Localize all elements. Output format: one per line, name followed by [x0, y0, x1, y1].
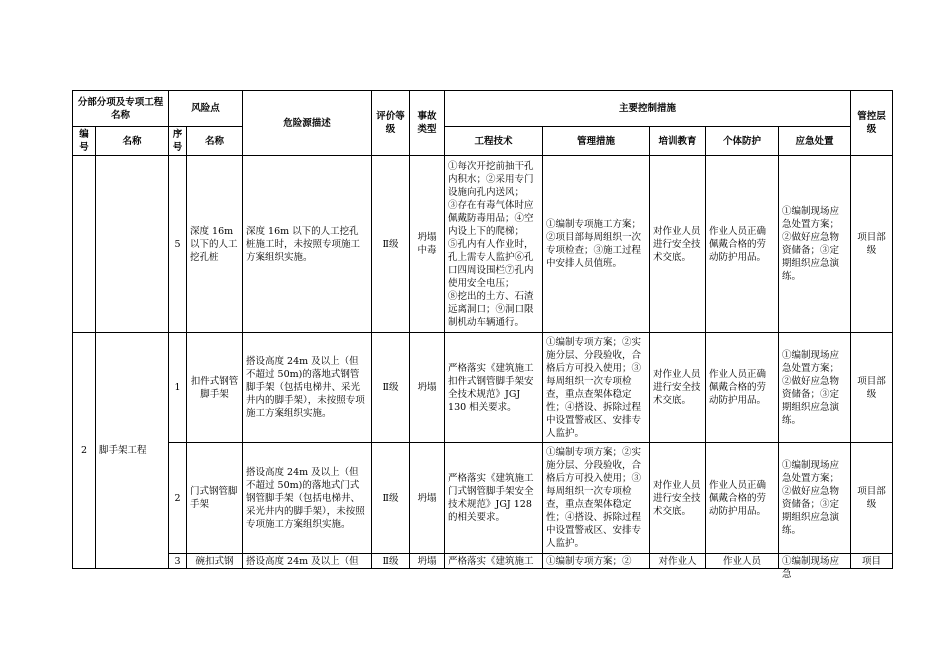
- cell-type: [410, 554, 445, 569]
- cell-control: 项目部级: [851, 333, 893, 443]
- emergency-text: ①编制现场应急处置方案；②做好应急物资储备；③定期组织应急演练。: [782, 206, 840, 282]
- hazard-text: 深度 16m 以下的人工挖孔桩施工时，未按照专项施工方案组织实施。: [246, 225, 361, 263]
- cell-ppe: [706, 156, 779, 333]
- cell-hazard: [243, 156, 372, 333]
- cell-risk-name: [187, 554, 243, 569]
- header-no: 编号: [73, 127, 96, 156]
- cell-risk-name: [187, 443, 243, 554]
- risk-name-text: 碗扣式钢: [195, 556, 234, 567]
- header-accident-type: 事故类型: [410, 91, 445, 156]
- header-risk-group: 风险点: [169, 91, 243, 127]
- training-text: 对作业人: [658, 556, 697, 567]
- cell-seq: 1: [169, 333, 187, 443]
- header-row-2: [73, 127, 893, 156]
- training-text: 对作业人员进行安全技术交底。: [653, 225, 701, 263]
- cell-type: 坍塌: [410, 443, 445, 554]
- eng-line: ③存在有毒气体时应佩戴防毒用品；④空内设上下的爬梯；: [448, 199, 534, 237]
- cell-name-empty: [96, 156, 169, 333]
- emergency-text: ①编制现场应急处置方案；②做好应急物资储备；③定期组织应急演练。: [782, 460, 840, 536]
- eng-line: ⑤孔内有人作业时，孔上需专人监护⑥孔口四周设围栏⑦孔内使用安全电压；: [448, 238, 534, 289]
- cell-ppe: [706, 333, 779, 443]
- cell-control: 项目部级: [851, 443, 893, 554]
- cell-type: 坍塌: [410, 333, 445, 443]
- table-row: [73, 554, 893, 569]
- header-risk-name: 名称: [187, 127, 243, 156]
- emergency-text: ①编制现场应急: [782, 556, 840, 580]
- cell-control: [851, 554, 893, 569]
- table-row: [73, 443, 893, 554]
- cell-mgmt: [543, 333, 650, 443]
- hazard-text: 搭设高度 24m 及以上（但不超过 50m)的落地式钢管脚手架（包括电梯井、采光井内的脚手架），未按照专项施工方案组织实施。: [246, 356, 365, 419]
- header-mgmt: 管理措施: [543, 127, 650, 156]
- cell-level: Ⅱ级: [372, 333, 410, 443]
- risk-control-table: [72, 90, 893, 580]
- cell-training: [650, 554, 706, 569]
- cell-eng-tech: [445, 554, 543, 569]
- mgmt-text: ①编制专项施工方案；②项目部每周组织一次专项检查；③施工过程中安排人员值班。: [546, 219, 642, 269]
- header-training: 培训教育: [650, 127, 706, 156]
- cell-hazard: [243, 443, 372, 554]
- header-name: 名称: [96, 127, 169, 156]
- cell-mgmt: [543, 443, 650, 554]
- cell-eng-tech: [445, 333, 543, 443]
- header-hazard-desc: 危险源描述: [243, 91, 372, 156]
- cell-eng-tech: [445, 156, 543, 333]
- eng-line: ①每次开挖前抽干孔内积水；②采用专门设施向孔内送风；: [448, 160, 534, 198]
- header-control-level: 管控层级: [851, 91, 893, 156]
- cell-seq: 5: [169, 156, 187, 333]
- control-text: 项目: [862, 556, 882, 567]
- cell-group-name: 脚手架工程: [96, 333, 169, 569]
- hazard-text: 搭设高度 24m 及以上（但不超过 50m)的落地式门式钢管脚手架（包括电梯井、采光井内的脚手架），未按照专项施工方案组织实施。: [246, 466, 365, 530]
- cell-control: 项目部级: [851, 156, 893, 333]
- header-row-1: [73, 91, 893, 127]
- cell-ppe: [706, 443, 779, 554]
- cell-level: [372, 554, 410, 569]
- mgmt-text: ①编制专项方案；②实施分层、分段验收，合格后方可投入使用；③每周组织一次专项检查，重点查架体稳定性；④搭设、拆除过程中设置警戒区、安排专人监护。: [546, 447, 642, 549]
- ppe-text: 作业人员正确佩戴合格的劳动防护用品。: [709, 369, 767, 406]
- ppe-text: 作业人员正确佩戴合格的劳动防护用品。: [709, 225, 767, 263]
- cell-hazard: [243, 333, 372, 443]
- cell-group-no: 2: [73, 333, 96, 569]
- cell-training: [650, 156, 706, 333]
- ppe-text: 作业人员: [723, 556, 762, 567]
- header-emergency: 应急处置: [779, 127, 851, 156]
- cell-eng-tech: [445, 443, 543, 554]
- risk-name-text: 扣件式钢管脚手架: [190, 375, 239, 400]
- hazard-text: 搭设高度 24m 及以上（但: [246, 556, 359, 567]
- header-eval-level: 评价等级: [372, 91, 410, 156]
- table-row: [73, 333, 893, 443]
- header-ppe: 个体防护: [706, 127, 779, 156]
- table-row: [73, 156, 893, 333]
- cell-training: [650, 333, 706, 443]
- level-text: Ⅱ级: [382, 556, 399, 567]
- header-division-group: 分部分项及专项工程名称: [73, 91, 169, 127]
- header-eng-tech: 工程技术: [445, 127, 543, 156]
- risk-name-text: 深度 16m 以下的人工挖孔桩: [190, 225, 238, 263]
- mgmt-text: ①编制专项方案；②: [546, 556, 632, 567]
- eng-text: 严格落实《建筑施工扣件式钢管脚手架安全技术规范》JGJ 130 相关要求。: [448, 362, 534, 413]
- ppe-text: 作业人员正确佩戴合格的劳动防护用品。: [709, 479, 767, 517]
- mgmt-text: ①编制专项方案；②实施分层、分段验收，合格后方可投入使用；③每周组织一次专项检查，重点查架体稳定性；④搭设、拆除过程中设置警戒区、安排专人监护。: [546, 336, 642, 439]
- cell-seq: [169, 554, 187, 569]
- cell-type: 坍塌中毒: [410, 156, 445, 333]
- eng-text: 严格落实《建筑施工门式钢管脚手架安全技术规范》JGJ 128 的相关要求。: [448, 473, 534, 523]
- cell-emergency: [779, 443, 851, 554]
- cell-level: Ⅱ级: [372, 443, 410, 554]
- eng-line: ⑧挖出的土方、石渣远离洞口；⑨洞口限制机动车辆通行。: [448, 290, 534, 328]
- header-seq: 序号: [169, 127, 187, 156]
- risk-name-text: 门式钢管脚手架: [190, 486, 238, 510]
- header-measures-group: 主要控制措施: [445, 91, 851, 127]
- cell-mgmt: [543, 554, 650, 569]
- type-text: 坍塌: [417, 556, 437, 567]
- eng-text: 严格落实《建筑施工: [448, 556, 534, 567]
- cell-emergency: [779, 554, 851, 580]
- cell-hazard: [243, 554, 372, 569]
- cell-ppe: [706, 554, 779, 569]
- training-text: 对作业人员进行安全技术交底。: [653, 479, 701, 517]
- seq-text: 3: [174, 556, 181, 567]
- cell-level: Ⅱ级: [372, 156, 410, 333]
- cell-seq: 2: [169, 443, 187, 554]
- cell-mgmt: [543, 156, 650, 333]
- cell-no-empty: [73, 156, 96, 333]
- cell-training: [650, 443, 706, 554]
- emergency-text: ①编制现场应急处置方案；②做好应急物资储备；③定期组织应急演练。: [782, 349, 840, 426]
- cell-emergency: [779, 333, 851, 443]
- training-text: 对作业人员进行安全技术交底。: [653, 369, 701, 406]
- cell-risk-name: [187, 333, 243, 443]
- cell-risk-name: [187, 156, 243, 333]
- cell-emergency: [779, 156, 851, 333]
